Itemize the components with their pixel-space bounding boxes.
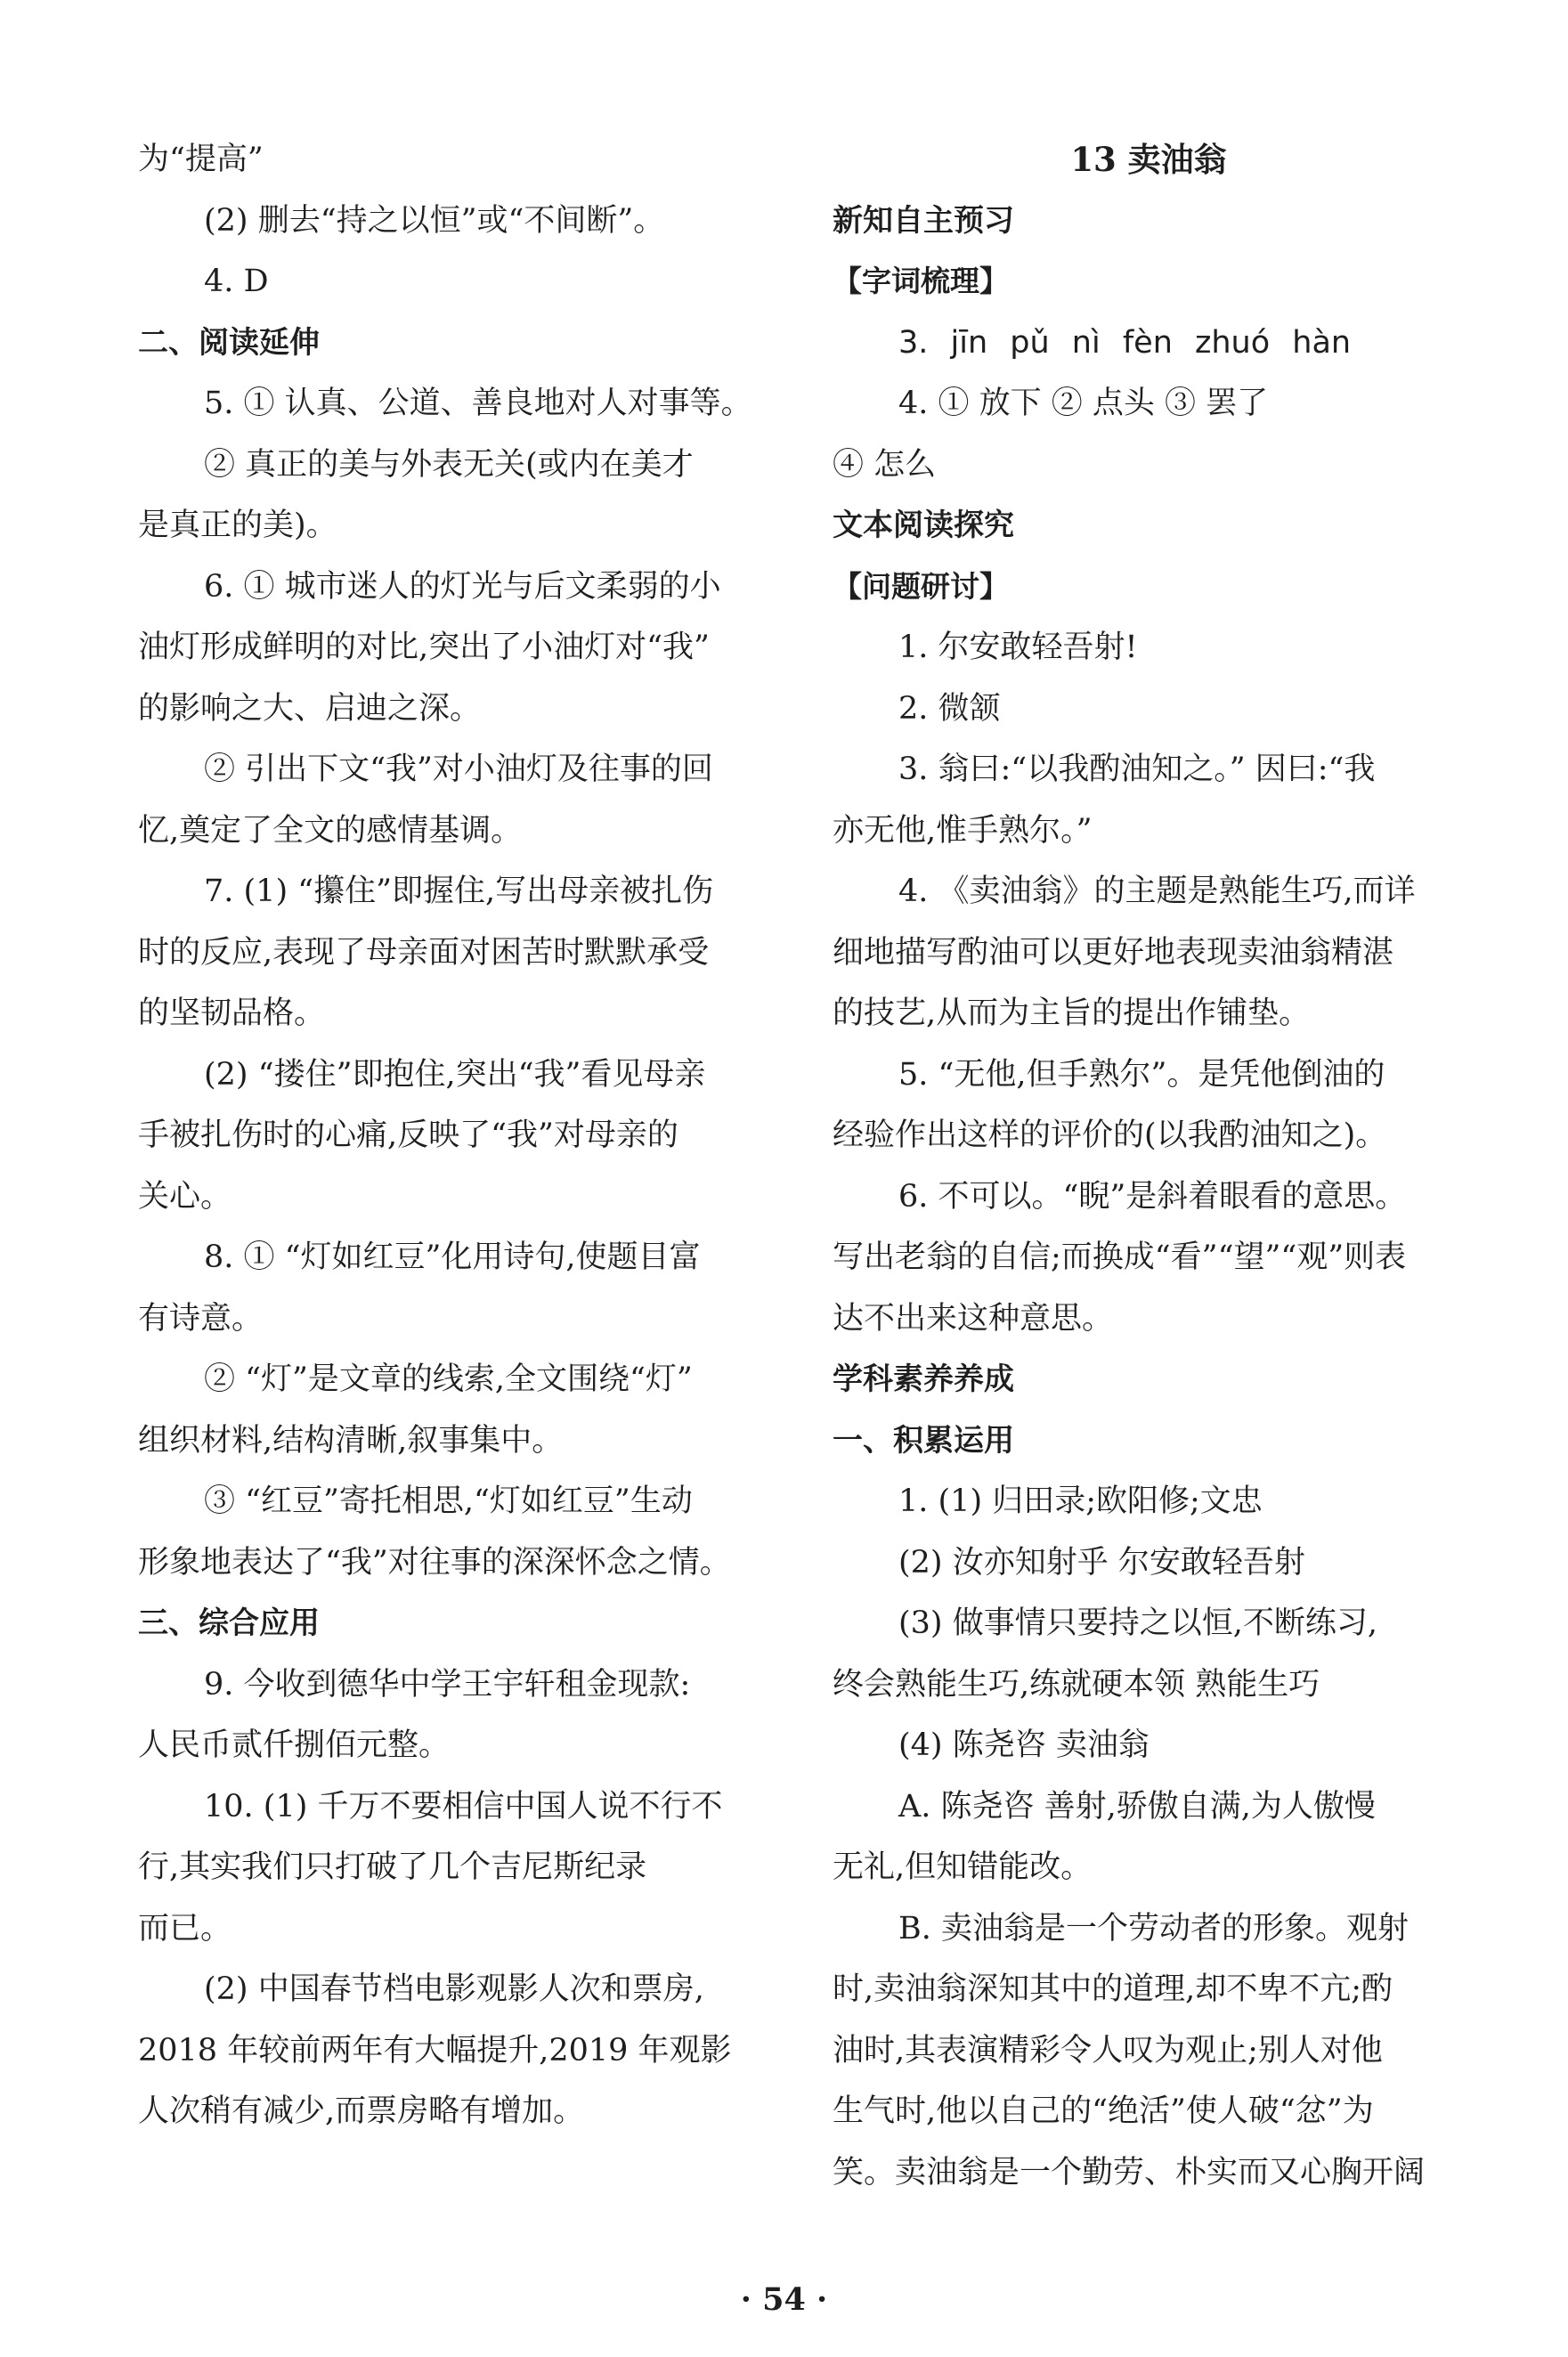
text-line: (2) 删去“持之以恒”或“不间断”。 — [204, 202, 665, 239]
text-line: 笑。卖油翁是一个勤劳、朴实而又心胸开阔 — [833, 2154, 1426, 2190]
text-line: 10. (1) 千万不要相信中国人说不行不 — [204, 1788, 723, 1825]
text-line: 油灯形成鲜明的对比,突出了小油灯对“我” — [138, 630, 710, 665]
text-line: 4. 《卖油翁》的主题是熟能生巧,而详 — [898, 874, 1416, 909]
subsection-heading: 【问题研讨】 — [833, 568, 1009, 604]
text-line: ③ “红豆”寄托相思,“灯如红豆”生动 — [204, 1483, 693, 1519]
text-line: 组织材料,结构清晰,叙事集中。 — [138, 1422, 564, 1459]
text-line: 而已。 — [138, 1910, 232, 1947]
text-line: 生气时,他以自己的“绝活”使人破“忿”为 — [833, 2093, 1374, 2129]
text-line: 5. “无他,但手熟尔”。是凭他倒油的 — [898, 1056, 1385, 1093]
text-line: 写出老翁的自信;而换成“看”“望”“观”则表 — [833, 1239, 1407, 1275]
section-heading: 学科素养养成 — [833, 1361, 1014, 1397]
section-heading: 一、积累运用 — [833, 1422, 1014, 1459]
text-line: 是真正的美)。 — [138, 508, 337, 543]
text-line: 1. (1) 归田录;欧阳修;文忠 — [898, 1483, 1263, 1519]
text-line: 8. ① “灯如红豆”化用诗句,使题目富 — [204, 1239, 701, 1275]
text-line: 人民币贰仟捌佰元整。 — [138, 1727, 451, 1763]
text-line: 5. ① 认真、公道、善良地对人对事等。 — [204, 386, 752, 421]
text-line: 经验作出这样的评价的(以我酌油知之)。 — [833, 1118, 1387, 1153]
text-line: 6. ① 城市迷人的灯光与后文柔弱的小 — [204, 568, 721, 605]
text-line: 油时,其表演精彩令人叹为观止;别人对他 — [833, 2032, 1383, 2068]
text-line: 9. 今收到德华中学王宇轩租金现款: — [204, 1666, 691, 1703]
text-line: ② 引出下文“我”对小油灯及往事的回 — [204, 752, 713, 787]
text-line: 亦无他,惟手熟尔。” — [833, 812, 1093, 849]
right-column — [833, 129, 1465, 2203]
section-heading: 新知自主预习 — [833, 202, 1014, 239]
left-column — [138, 129, 766, 2142]
text-line: 的技艺,从而为主旨的提出作铺垫。 — [833, 996, 1311, 1031]
text-line: 2. 微颔 — [898, 690, 1001, 727]
text-line: 7. (1) “攥住”即握住,写出母亲被扎伤 — [204, 874, 714, 909]
text-line: 3. 翁曰:“以我酌油知之。” 因曰:“我 — [898, 752, 1376, 787]
text-line: 忆,奠定了全文的感情基调。 — [138, 812, 523, 849]
text-line: 的坚韧品格。 — [138, 996, 326, 1031]
lesson-title: 13 卖油翁 — [1070, 140, 1227, 179]
text-line: (2) “搂住”即抱住,突出“我”看见母亲 — [204, 1056, 706, 1093]
text-line: (2) 汝亦知射乎 尔安敢轻吾射 — [898, 1544, 1305, 1581]
subsection-heading: 【字词梳理】 — [833, 264, 1009, 298]
text-line: B. 卖油翁是一个劳动者的形象。观射 — [898, 1910, 1409, 1947]
section-heading: 二、阅读延伸 — [138, 324, 320, 361]
page-number: · 54 · — [740, 2281, 828, 2318]
text-line: 3. jīn pǔ nì fèn zhuó hàn — [898, 324, 1352, 361]
text-line: 的影响之大、启迪之深。 — [138, 690, 482, 727]
text-line: (4) 陈尧咨 卖油翁 — [898, 1727, 1150, 1763]
text-line: ② “灯”是文章的线索,全文围绕“灯” — [204, 1361, 693, 1397]
text-line: 终会熟能生巧,练就硬本领 熟能生巧 — [833, 1666, 1320, 1703]
text-line: 4. ① 放下 ② 点头 ③ 罢了 — [898, 386, 1269, 421]
text-line: 行,其实我们只打破了几个吉尼斯纪录 — [138, 1849, 647, 1885]
text-line: A. 陈尧咨 善射,骄傲自满,为人傲慢 — [898, 1788, 1376, 1825]
text-line: 无礼,但知错能改。 — [833, 1849, 1093, 1885]
text-line: 为“提高” — [138, 142, 264, 177]
text-line: 1. 尔安敢轻吾射! — [898, 630, 1138, 665]
text-line: 有诗意。 — [138, 1300, 264, 1337]
text-line: ② 真正的美与外表无关(或内在美才 — [204, 446, 694, 483]
text-line: 6. 不可以。“睨”是斜着眼看的意思。 — [898, 1178, 1407, 1215]
text-line: 人次稍有减少,而票房略有增加。 — [138, 2093, 585, 2129]
text-line: (3) 做事情只要持之以恒,不断练习, — [898, 1605, 1377, 1641]
text-line: 形象地表达了“我”对往事的深深怀念之情。 — [138, 1544, 731, 1581]
text-line: 时的反应,表现了母亲面对困苦时默默承受 — [138, 934, 710, 971]
section-heading: 三、综合应用 — [138, 1605, 320, 1641]
text-line: 时,卖油翁深知其中的道理,却不卑不亢;酌 — [833, 1971, 1393, 2007]
section-heading: 文本阅读探究 — [833, 508, 1014, 543]
text-line: 细地描写酌油可以更好地表现卖油翁精湛 — [833, 934, 1394, 971]
text-line: 2018 年较前两年有大幅提升,2019 年观影 — [138, 2032, 732, 2068]
text-line: 达不出来这种意思。 — [833, 1300, 1114, 1337]
text-line: 关心。 — [138, 1178, 232, 1215]
text-line: ④ 怎么 — [833, 446, 937, 483]
text-line: (2) 中国春节档电影观影人次和票房, — [204, 1971, 704, 2007]
text-line: 4. D — [204, 264, 269, 299]
text-line: 手被扎伤时的心痛,反映了“我”对母亲的 — [138, 1118, 678, 1153]
